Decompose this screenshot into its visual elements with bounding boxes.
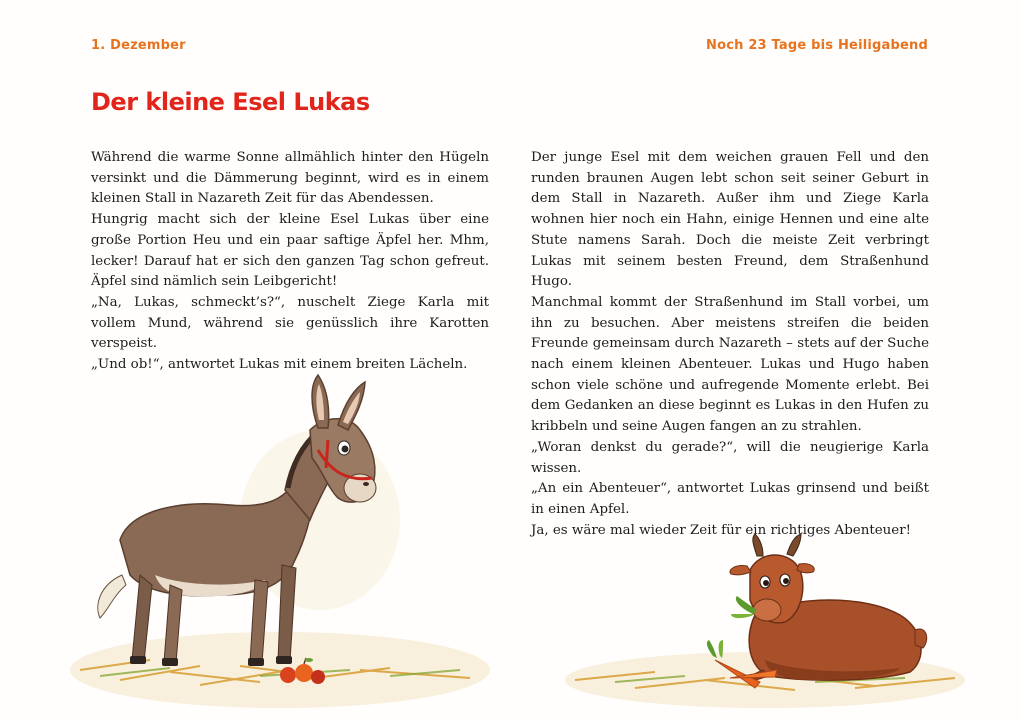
paragraph: Der junge Esel mit dem weichen grauen Fell und den runden braunen Augen lebt schon seit seiner Geburt in dem Stall in Nazareth. Außer ihm und Ziege Karla wohnen hier noch ein Hahn, einige Hennen und eine alte Stute namens Sarah. Doch die meiste Zeit verbringt Lukas mit seinem besten Freund, dem Straßenhund Hugo. [531,150,929,290]
paragraph: „An ein Abenteuer“, antwortet Lukas grinsend und beißt in einen Apfel. [531,481,929,517]
paragraph: „Woran denkst du gerade?“, will die neugierige Karla wissen. [531,439,929,476]
paragraph: Hungrig macht sich der kleine Esel Lukas über eine große Portion Heu und ein paar saftige Äpfel her. Mhm, lecker! Darauf hat er sich den ganzen Tag schon gefreut. Äpfel sind nämlich sein Leibgericht! [91,212,489,290]
paragraph: „Na, Lukas, schmeckt’s?“, nuschelt Ziege Karla mit vollem Mund, während sie genüsslich ihre Karotten verspeist. [91,294,489,352]
page-date: 1. Dezember [91,38,186,53]
donkey-illustration [60,370,500,720]
left-text-column [91,148,489,376]
paragraph: Manchmal kommt der Straßenhund im Stall vorbei, um ihn zu besuchen. Aber meistens streifen die beiden Freunde gemeinsam durch Nazareth – stets auf der Suche nach einem kleinen Abenteuer. Lukas und Hugo haben schon viele schöne und aufregende Momente erlebt. Bei dem Gedanken an diese beginnt es Lukas in den Hufen zu kribbeln und seine Augen fangen an zu strahlen. [531,294,929,435]
page-countdown: Noch 23 Tage bis Heiligabend [706,38,928,53]
goat-illustration [555,530,995,720]
paragraph: „Und ob!“, antwortet Lukas mit einem breiten Lächeln. [91,357,468,373]
paragraph: Während die warme Sonne allmählich hinter den Hügeln versinkt und die Dämmerung beginnt, wird es in einem kleinen Stall in Nazareth Zeit für das Abendessen. [91,150,489,207]
right-text-column [531,148,929,541]
paragraph: Ja, es wäre mal wieder Zeit für ein richtiges Abenteuer! [531,522,911,538]
story-title: Der kleine Esel Lukas [91,88,370,116]
